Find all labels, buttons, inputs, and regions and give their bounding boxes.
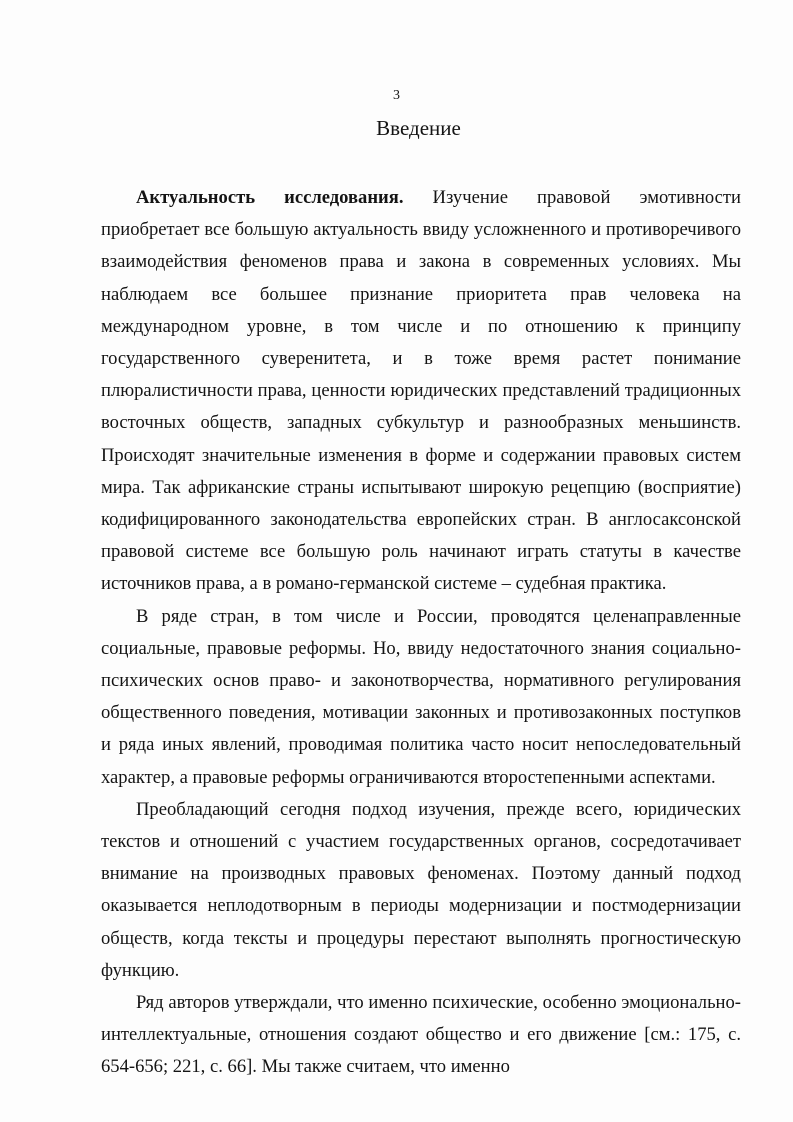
- paragraph-authors: Ряд авторов утверждали, что именно психические, особенно эмоционально-интеллектуальные, отношения создают общество и его движение [см.: 175, с. 654-656; 221, с. 66]. Мы также считаем, что именно: [101, 992, 741, 1078]
- document-body: [101, 182, 741, 1084]
- paragraph-lead: Актуальность исследования.: [136, 187, 404, 208]
- page-number: 3: [393, 88, 400, 103]
- paragraph-relevance: [101, 182, 741, 601]
- page-title: Введение: [376, 116, 461, 140]
- paragraph-approach: Преобладающий сегодня подход изучения, прежде всего, юридических текстов и отношений с участием государственных органов, сосредотачивает внимание на производных правовых феноменах. Поэтому данный подход оказывается неплодотворным в периоды модернизации и постмодернизации обществ, когда тексты и процедуры перестают выполнять прогностическую функцию.: [101, 798, 741, 981]
- paragraph-text: Изучение правовой эмотивности приобретает все большую актуальность ввиду усложненного и противоречивого взаимодействия феноменов права и закона в современных условиях. Мы наблюдаем все большее признание приоритета прав человека на международном уровне, в том числе и по отношению к принципу государственного суверенитета, и в тоже время растет понимание плюралистичности права, ценности юридических представлений традиционных восточных обществ, западных субкультур и разнообразных меньшинств. Происходят значительные изменения в форме и содержании правовых систем мира. Так африканские страны испытывают широкую рецепцию (восприятие) кодифицированного законодательства европейских стран. В англосаксонской правовой системе все большую роль начинают играть статуты в качестве источников права, а в романо-германской системе – судебная практика.: [101, 187, 741, 595]
- paragraph-reforms: В ряде стран, в том числе и России, проводятся целенаправленные социальные, правовые реформы. Но, ввиду недостаточного знания социально-психических основ право- и законотворчества, нормативного регулирования общественного поведения, мотивации законных и противозаконных поступков и ряда иных явлений, проводимая политика часто носит непоследовательный характер, а правовые реформы ограничиваются второстепенными аспектами.: [101, 605, 741, 788]
